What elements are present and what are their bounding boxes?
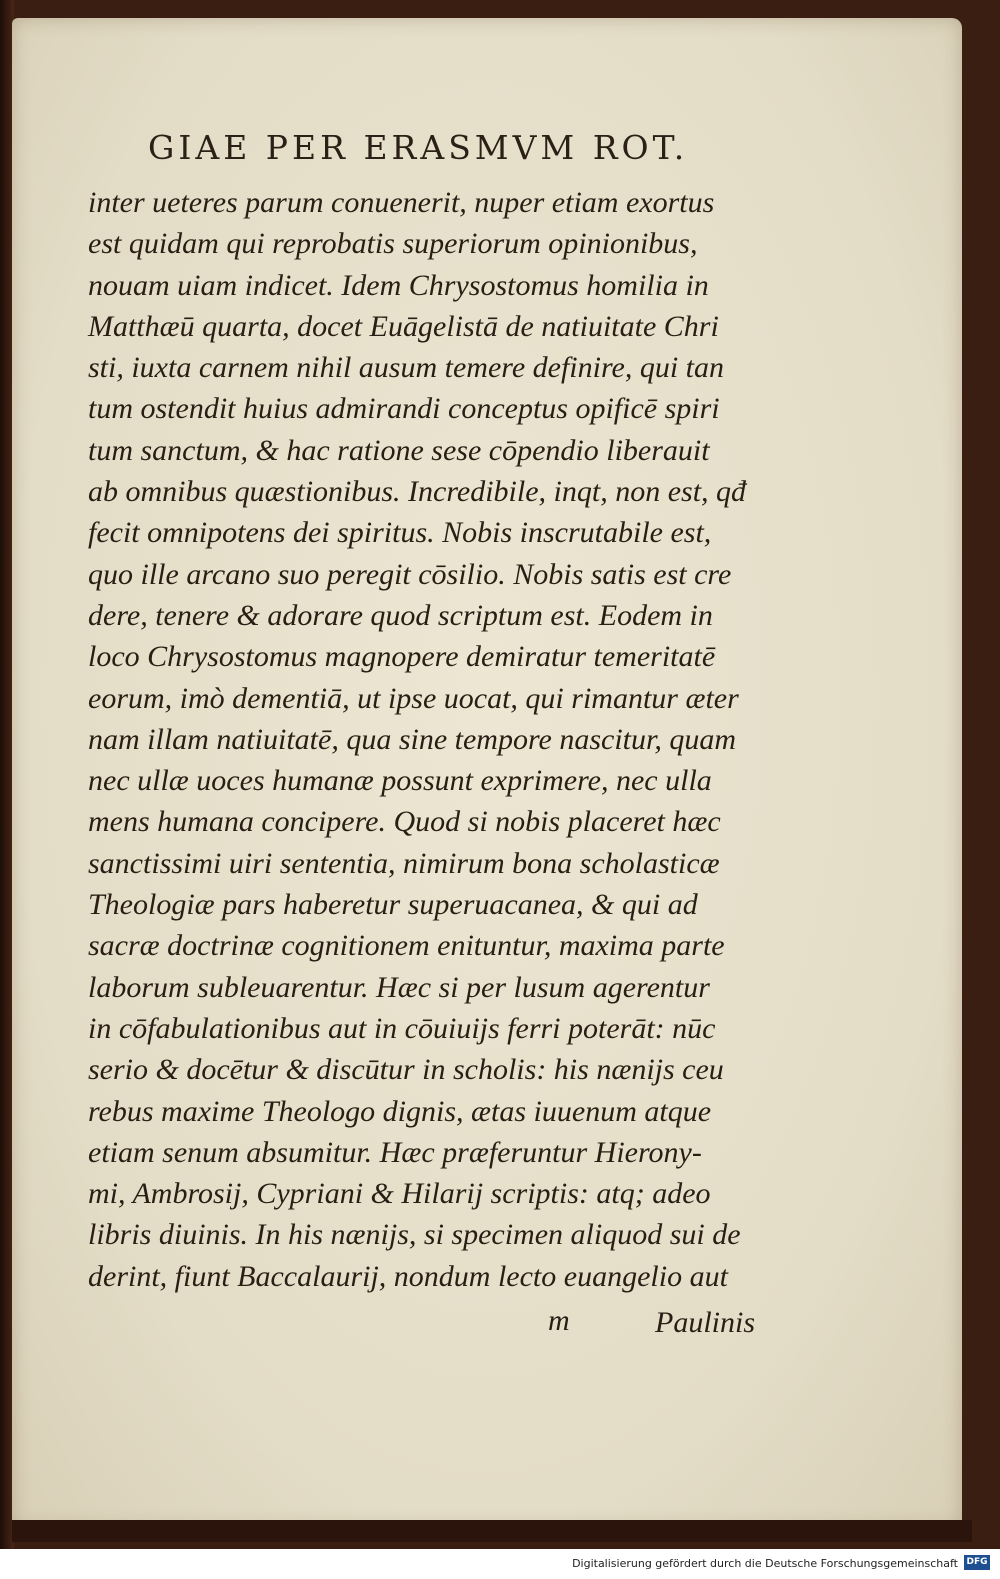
text-line: etiam senum absumitur. Hæc præferuntur Hierony-: [88, 1135, 702, 1169]
body-text: [88, 182, 778, 1297]
text-line: rebus maxime Theologo dignis, ætas iuuenum atque: [88, 1094, 712, 1128]
text-line: dere, tenere & adorare quod scriptum est. Eodem in: [88, 598, 713, 632]
text-line: Matthæū quarta, docet Euāgelistā de natiuitate Chri: [88, 309, 719, 343]
text-line: est quidam qui reprobatis superiorum opinionibus,: [88, 227, 698, 261]
dfg-logo: DFG: [964, 1555, 990, 1570]
text-line: Theologiæ pars haberetur superuacanea, & qui ad: [88, 888, 698, 922]
text-line: inter ueteres parum conuenerit, nuper etiam exortus: [88, 186, 715, 219]
text-line: mi, Ambrosij, Cypriani & Hilarij scriptis: atq; adeo: [88, 1177, 711, 1211]
text-line: derint, fiunt Baccalaurij, nondum lecto euangelio aut: [88, 1259, 728, 1293]
text-line: tum sanctum, & hac ratione sese cōpendio liberauit: [88, 433, 710, 467]
text-line: sti, iuxta carnem nihil ausum temere definire, qui tan: [88, 351, 725, 385]
text-line: eorum, imò dementiā, ut ipse uocat, qui rimantur æter: [88, 681, 739, 715]
text-line: in cōfabulationibus aut in cōuiuijs ferri poterāt: nūc: [88, 1011, 716, 1045]
text-line: ab omnibus quæstionibus. Incredibile, inqt, non est, qđ: [88, 475, 747, 509]
text-line: quo ille arcano suo peregit cōsilio. Nobis satis est cre: [88, 557, 732, 591]
text-line: sacræ doctrinæ cognitionem enituntur, maxima parte: [88, 929, 725, 963]
text-line: nouam uiam indicet. Idem Chrysostomus homilia in: [88, 268, 709, 302]
text-line: fecit omnipotens dei spiritus. Nobis inscrutabile est,: [88, 516, 712, 550]
footer-bar: [0, 1549, 1000, 1579]
text-line: nam illam natiuitatē, qua sine tempore nascitur, quam: [88, 722, 737, 756]
signature-mark: m: [548, 1304, 570, 1337]
running-head: GIAE PER ERASMVM ROT.: [148, 128, 689, 167]
funding-credit: Digitalisierung gefördert durch die Deutsche Forschungsgemeinschaft: [572, 1557, 958, 1570]
text-line: laborum subleuarentur. Hæc si per lusum agerentur: [88, 970, 710, 1004]
text-line: mens humana concipere. Quod si nobis placeret hæc: [88, 805, 721, 839]
text-line: nec ullæ uoces humanæ possunt exprimere, nec ulla: [88, 764, 712, 798]
text-line: tum ostendit huius admirandi conceptus opificē spiri: [88, 392, 720, 426]
text-line: sanctissimi uiri sententia, nimirum bona scholasticæ: [88, 846, 720, 880]
text-line: serio & docētur & discūtur in scholis: his nænijs ceu: [88, 1053, 724, 1087]
page-bottom-edge: [12, 1520, 972, 1542]
text-line: libris diuinis. In his nænijs, si specimen aliquod sui de: [88, 1218, 741, 1252]
catchword: Paulinis: [655, 1306, 756, 1339]
text-line: loco Chrysostomus magnopere demiratur temeritatē: [88, 640, 716, 674]
